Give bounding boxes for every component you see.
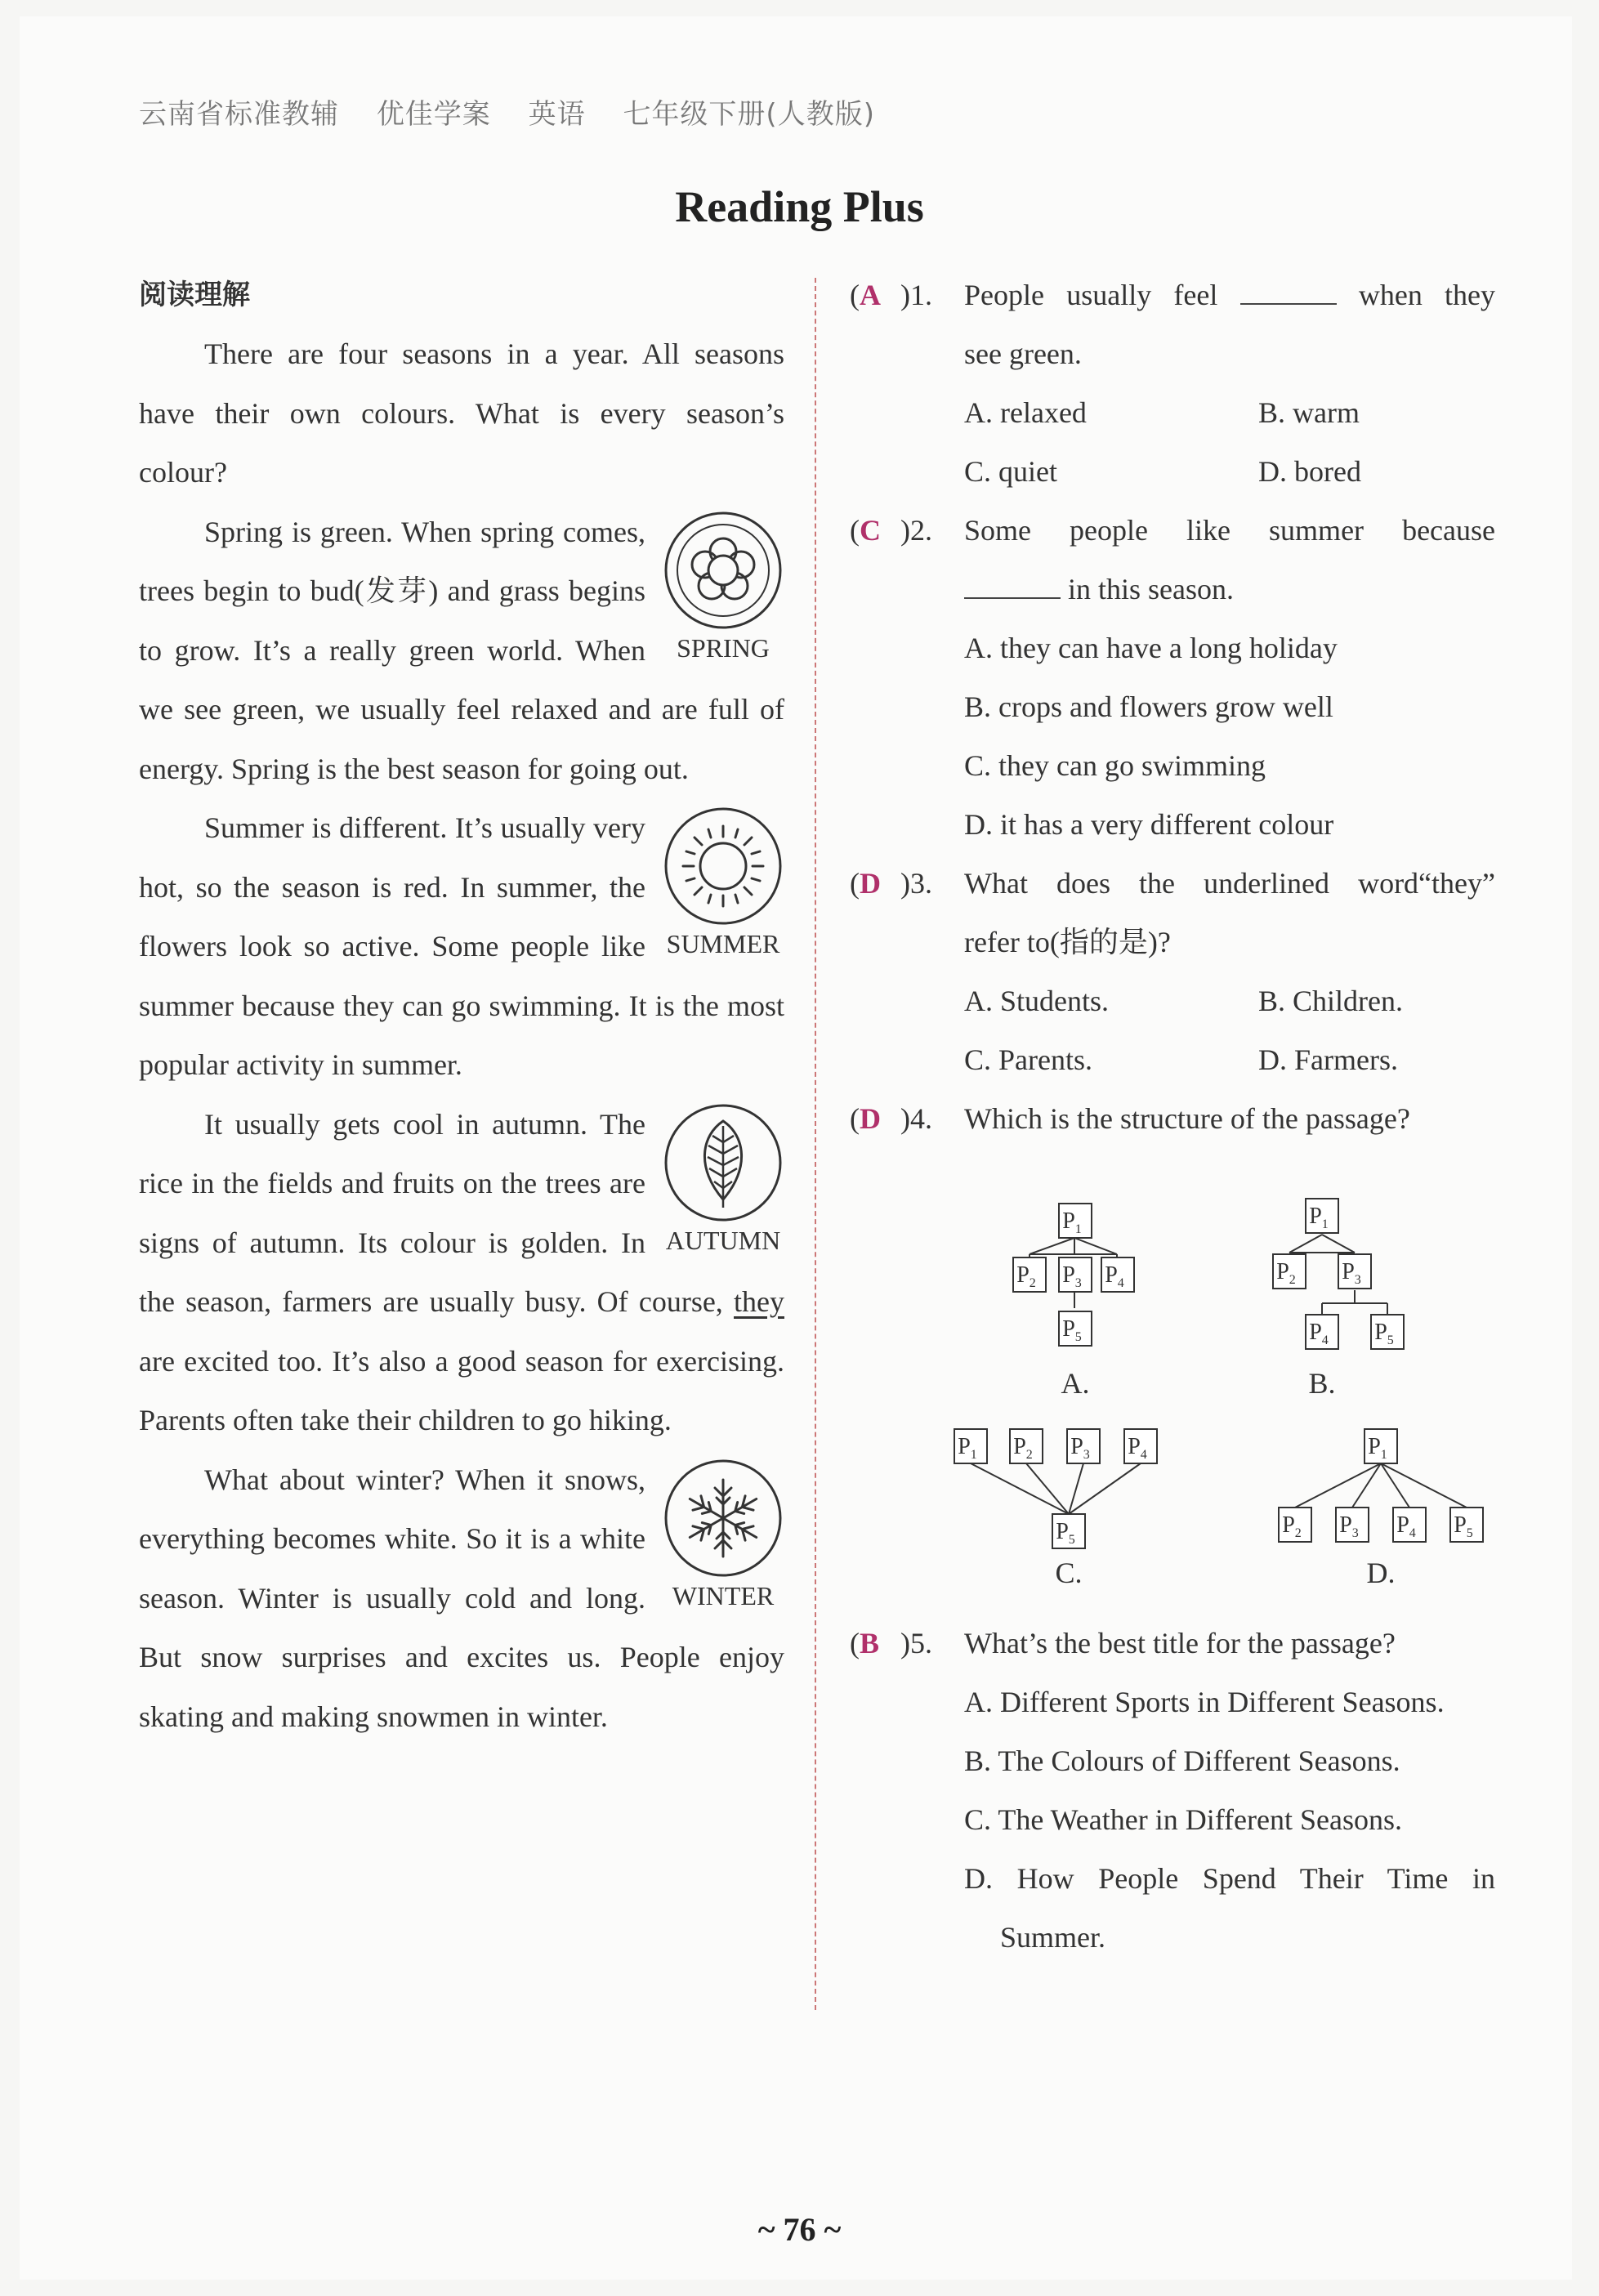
options — [850, 383, 1495, 501]
questions-column — [850, 266, 1495, 1967]
option-b: B. warm — [1258, 396, 1360, 429]
question-4-stem — [850, 1089, 1495, 1148]
passage-summer: Summer is different. It’s usually very hot, so the season is red. In summer, the flowers look so active. Some people like summer because they can go swimming. It is the most popular activity in summer. — [139, 811, 784, 1081]
option-d: D. bored — [1258, 455, 1361, 488]
header-province: 云南省标准教辅 — [139, 98, 339, 131]
stem-part-a: Some people like summer because — [964, 514, 1495, 547]
option-a: A. Students. — [964, 985, 1110, 1017]
diagram-label-b: B. — [1308, 1367, 1336, 1400]
structure-diagrams — [850, 1156, 1495, 1614]
question-1-stem — [850, 266, 1495, 324]
winter-badge — [662, 1458, 784, 1612]
svg-text:P4: $P_4$ — [1309, 1320, 1329, 1347]
answer-bracket — [850, 501, 964, 560]
svg-text:P4: $P_4$ — [1396, 1512, 1416, 1540]
svg-text:P1: $P_1$ — [958, 1434, 977, 1462]
answer-bracket — [850, 854, 964, 913]
options — [850, 972, 1495, 1089]
option-c: C. they can go swimming — [964, 749, 1266, 782]
answer-bracket — [850, 1089, 964, 1148]
svg-text:P2: $P_2$ — [1282, 1512, 1302, 1540]
underlined-word-they: they — [734, 1285, 784, 1318]
stem-continuation: see green. — [964, 337, 1082, 370]
option-a: A. they can have a long holiday — [964, 632, 1338, 664]
header-series: 优佳学案 — [376, 98, 491, 131]
autumn-label: AUTUMN — [665, 1225, 781, 1255]
answer-letter: A — [860, 279, 881, 311]
header-subject: 英语 — [528, 98, 586, 131]
summer-block — [139, 798, 784, 1095]
option-d-continuation: Summer. — [1000, 1921, 1106, 1954]
column-divider — [815, 278, 816, 2010]
stem-continuation — [850, 560, 1495, 619]
svg-text:P5: $P_5$ — [1374, 1320, 1394, 1347]
page-number: ~ 76 ~ — [757, 2211, 842, 2248]
option-c: C. Parents. — [964, 1043, 1092, 1076]
question-number: )1. — [900, 279, 932, 311]
svg-text:P2: $P_2$ — [1013, 1434, 1033, 1462]
option-a: A. Different Sports in Different Seasons. — [964, 1686, 1445, 1718]
question-3-stem — [850, 854, 1495, 913]
answer-letter: C — [860, 514, 881, 547]
running-header — [139, 92, 903, 132]
spring-flower-icon — [663, 511, 783, 630]
question-3 — [850, 854, 1495, 1089]
paren-open: ( — [850, 279, 860, 311]
answer-letter: D — [860, 867, 881, 900]
answer-blank — [1240, 279, 1337, 305]
paren-open: ( — [850, 1627, 860, 1659]
svg-text:P5: $P_5$ — [1062, 1316, 1082, 1344]
autumn-leaf-icon — [663, 1103, 783, 1222]
summer-badge — [662, 806, 784, 960]
page-title: Reading Plus — [675, 182, 924, 231]
question-1 — [850, 266, 1495, 501]
answer-letter: D — [860, 1102, 881, 1135]
question-number: )2. — [900, 514, 932, 547]
stem-part-c: in this season. — [1068, 573, 1234, 605]
winter-block — [139, 1450, 784, 1747]
section-label: 阅读理解 — [139, 279, 250, 311]
autumn-text-b: are excited too. It’s also a good season for exercising. Parents often take their children to go hiking. — [139, 1344, 784, 1436]
answer-bracket — [850, 266, 964, 324]
svg-text:P3: $P_3$ — [1062, 1262, 1082, 1290]
question-number: )3. — [900, 867, 932, 900]
passage-intro: There are four seasons in a year. All seasons have their own colours. What is every season’s colour? — [139, 337, 784, 489]
answer-letter: B — [860, 1627, 880, 1659]
passage-column — [139, 266, 784, 1746]
header-grade: 七年级下册(人教版) — [623, 98, 875, 131]
svg-text:P1: $P_1$ — [1368, 1434, 1387, 1462]
spring-block — [139, 503, 784, 799]
autumn-badge — [662, 1103, 784, 1257]
stem-part-a: Which is the structure of the passage? — [964, 1102, 1410, 1135]
answer-bracket — [850, 1614, 964, 1673]
stem-part-a: People usually feel — [964, 279, 1218, 311]
question-number: )4. — [900, 1102, 932, 1135]
svg-text:P3: $P_3$ — [1342, 1259, 1361, 1287]
summer-sun-icon — [663, 806, 783, 926]
option-d: D. How People Spend Their Time in — [964, 1862, 1495, 1895]
winter-snowflake-icon — [663, 1458, 783, 1578]
option-b: B. The Colours of Different Seasons. — [964, 1744, 1400, 1777]
question-4 — [850, 1089, 1495, 1614]
question-2-stem — [850, 501, 1495, 560]
passage-winter: What about winter? When it snows, everything becomes white. So it is a white season. Winter is usually cold and long. But snow surprises and excites us. People enjoy skating and making snowmen in winter. — [139, 1463, 784, 1733]
diagram-label-d: D. — [1366, 1557, 1396, 1589]
svg-text:P3: $P_3$ — [1339, 1512, 1359, 1540]
spring-label: SPRING — [677, 632, 770, 663]
passage-spring: Spring is green. When spring comes, trees begin to bud(发芽) and grass begins to grow. It’s a really green world. When we see green, we usually feel relaxed and are full of energy. Spring is the best season for going out. — [139, 515, 784, 785]
svg-text:P4: $P_4$ — [1128, 1434, 1147, 1462]
paren-open: ( — [850, 1102, 860, 1135]
option-a: A. relaxed — [964, 396, 1087, 429]
stem-part-b: when they — [1358, 279, 1496, 311]
autumn-block — [139, 1095, 784, 1450]
option-c: C. The Weather in Different Seasons. — [964, 1803, 1402, 1836]
winter-label: WINTER — [672, 1580, 775, 1610]
diagram-label-a: A. — [1061, 1367, 1090, 1400]
svg-text:P5: $P_5$ — [1454, 1512, 1473, 1540]
question-number: )5. — [900, 1627, 932, 1659]
question-5 — [850, 1614, 1495, 1967]
answer-blank — [964, 573, 1061, 599]
option-b: B. crops and flowers grow well — [964, 690, 1333, 723]
svg-text:P4: $P_4$ — [1105, 1262, 1124, 1290]
question-2 — [850, 501, 1495, 854]
summer-label: SUMMER — [666, 929, 780, 958]
option-d: D. it has a very different colour — [964, 808, 1334, 841]
stem-part-a: What’s the best title for the passage? — [964, 1627, 1396, 1659]
svg-text:P2: $P_2$ — [1276, 1259, 1296, 1287]
stem-continuation: refer to(指的是)? — [964, 926, 1171, 958]
paren-open: ( — [850, 867, 860, 900]
option-c: C. quiet — [964, 455, 1057, 488]
option-d: D. Farmers. — [1258, 1043, 1398, 1076]
structure-diagrams-svg — [850, 1156, 1495, 1614]
question-5-stem — [850, 1614, 1495, 1673]
svg-text:P2: $P_2$ — [1016, 1262, 1036, 1290]
svg-text:P1: $P_1$ — [1062, 1208, 1082, 1236]
svg-text:P5: $P_5$ — [1056, 1519, 1075, 1547]
option-b: B. Children. — [1258, 985, 1403, 1017]
autumn-text-a: It usually gets cool in autumn. The rice in the fields and fruits on the trees are signs of autumn. Its colour is golden. In the season, farmers are usually busy. Of course, — [139, 1107, 723, 1318]
diagram-label-c: C. — [1055, 1557, 1083, 1589]
paren-open: ( — [850, 514, 860, 547]
stem-part-a: What does the underlined word“they” — [964, 867, 1495, 900]
svg-text:P1: $P_1$ — [1309, 1204, 1329, 1231]
spring-badge — [662, 511, 784, 664]
svg-text:P3: $P_3$ — [1070, 1434, 1090, 1462]
